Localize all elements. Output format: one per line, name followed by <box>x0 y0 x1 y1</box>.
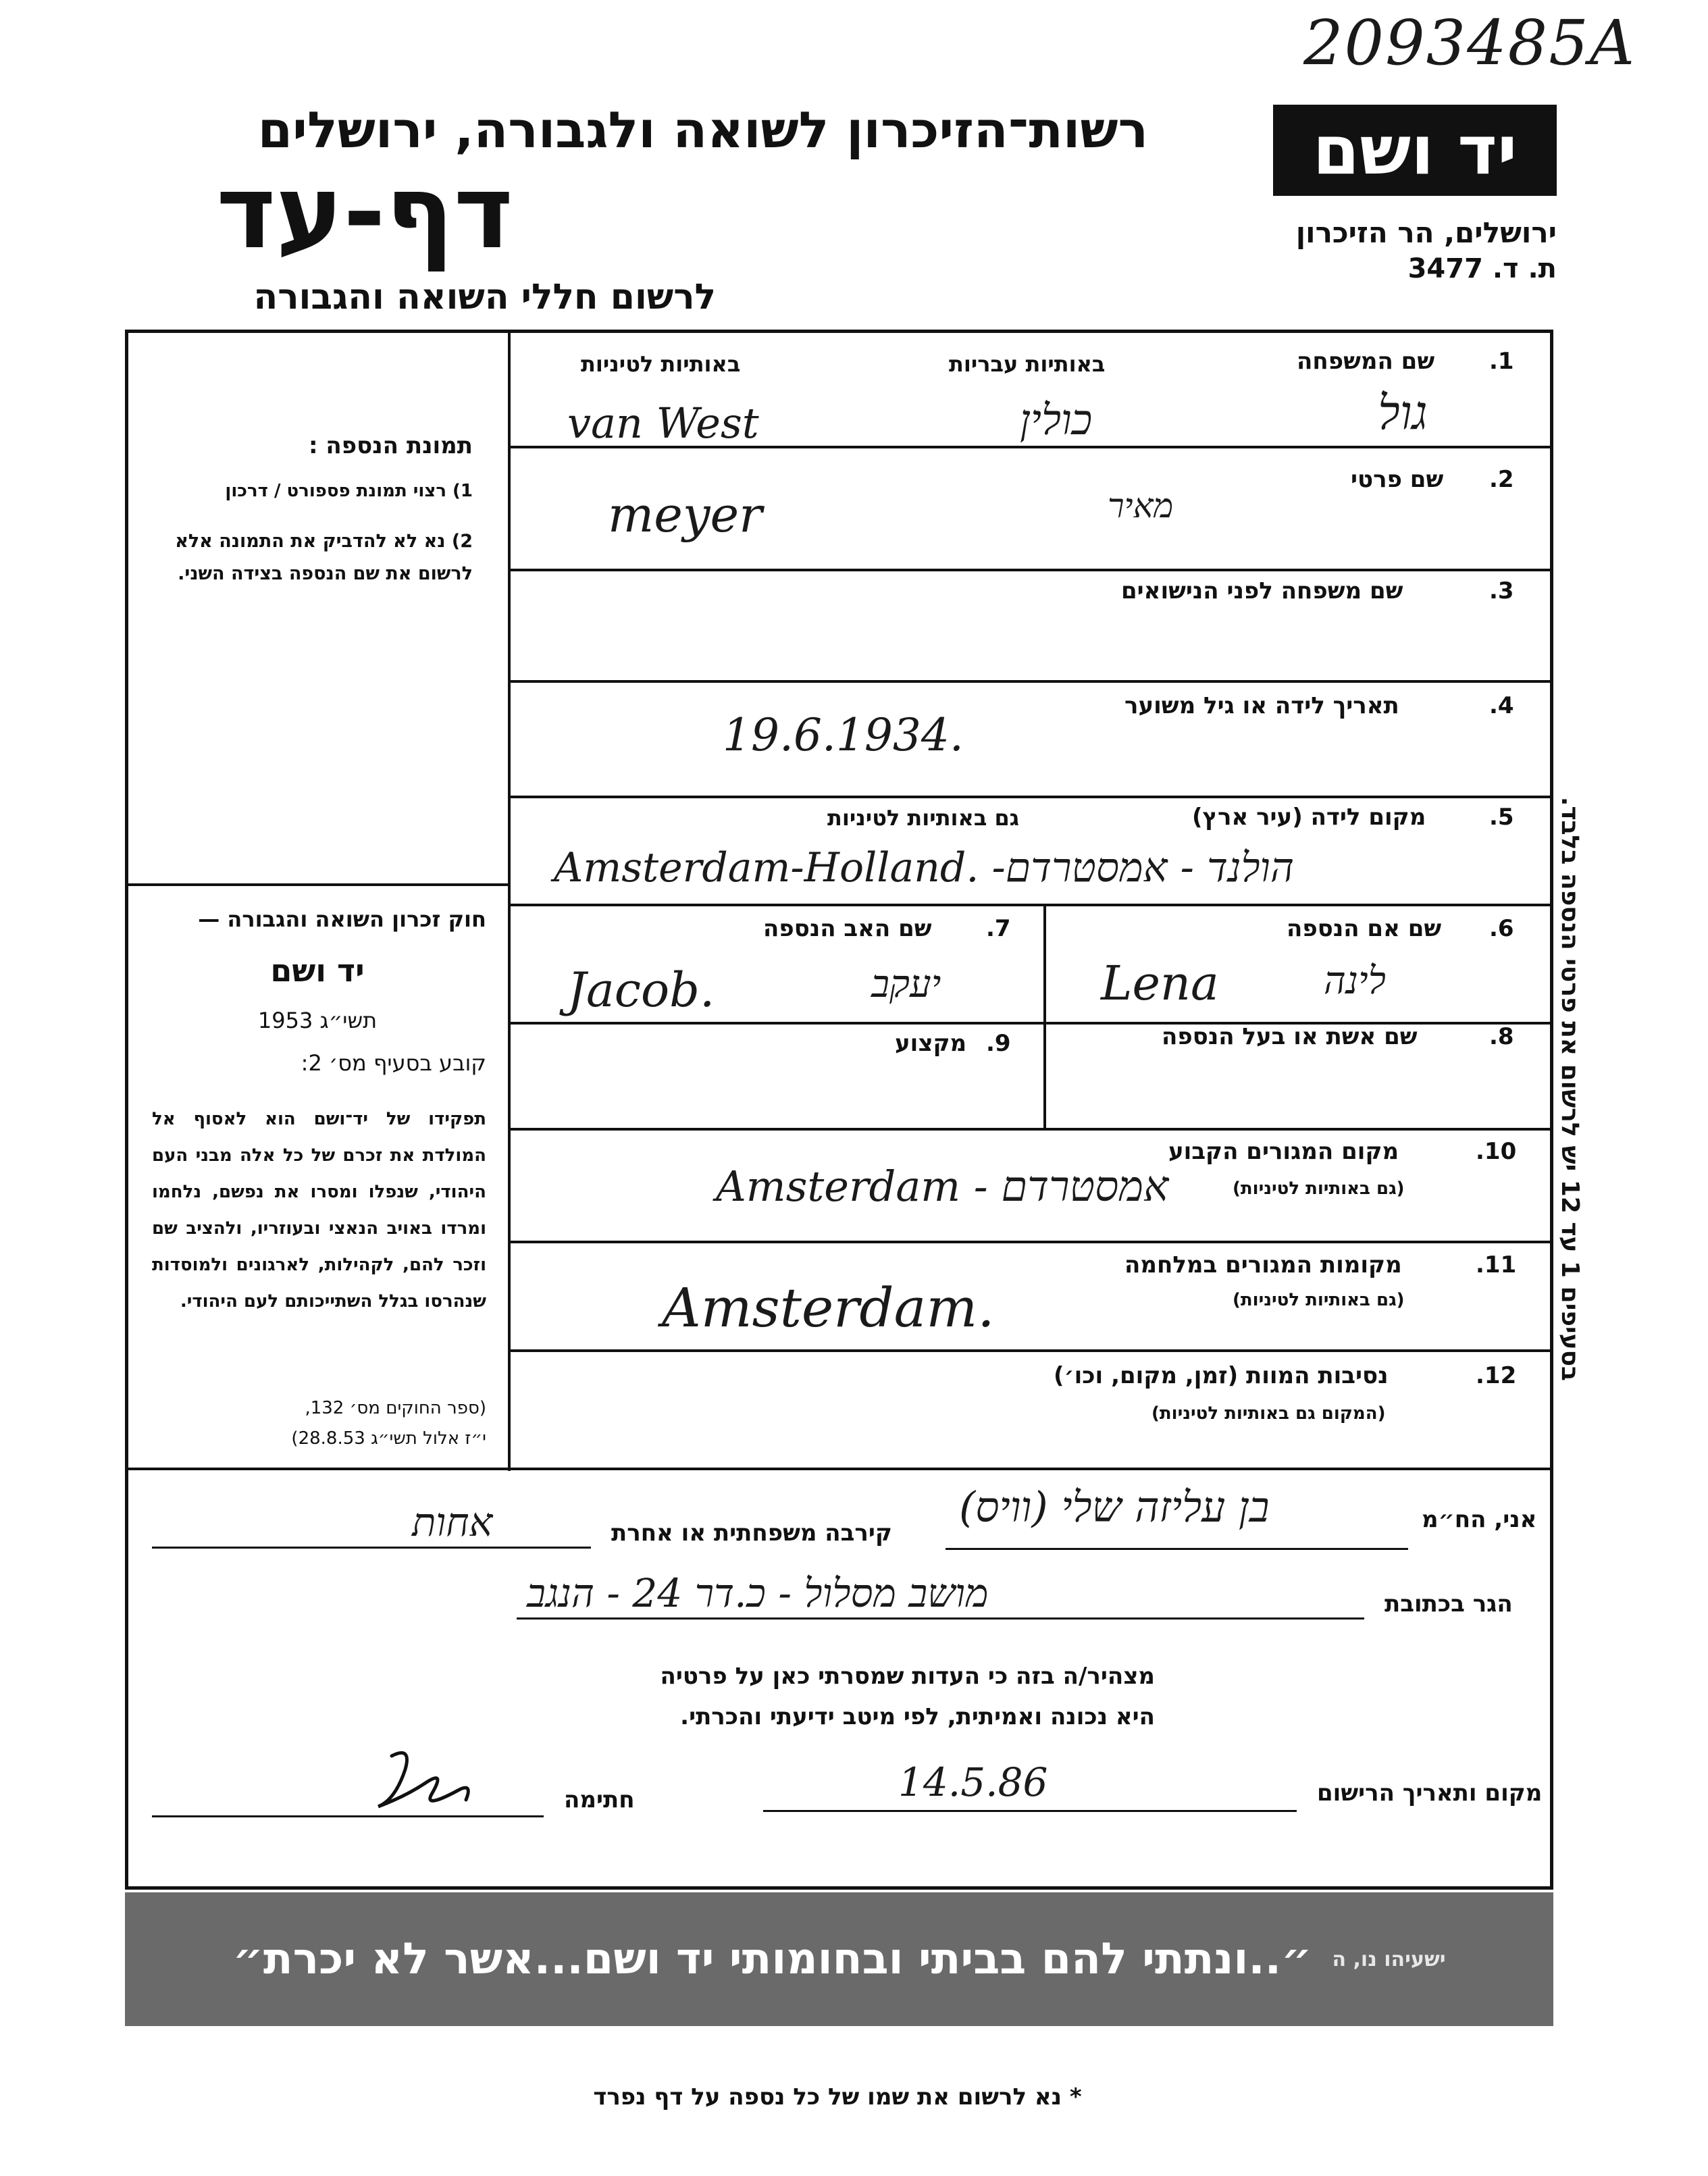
field-1-label: שם המשפחה <box>1297 348 1435 375</box>
law-title: חוק זכרון השואה והגבורה — <box>198 906 486 932</box>
field-7-number: 7. <box>986 915 1011 942</box>
footer-note: * נא לרשום את שמו של כל נספה על דף נפרד <box>593 2083 1082 2110</box>
banner-quote: ״..ונתתי להם בביתי ובחומותי יד ושם...אשר לא יכרת״ <box>232 1934 1312 1984</box>
side-note: בסעיפים 1 עד 12 יש לרשום את פרטי הנספה בלבד. <box>1556 796 1584 1381</box>
field-10-number: 10. <box>1476 1138 1517 1165</box>
po-box: ת. ד. 3477 <box>1407 253 1557 284</box>
field-3-label: שם משפחה לפני הנישואים <box>1121 577 1403 604</box>
logo-text: יד ושם <box>1312 110 1518 190</box>
field-8-number: 8. <box>1489 1023 1514 1050</box>
place-date-value[interactable]: 14.5.86 <box>898 1759 1048 1805</box>
field-2-number: 2. <box>1489 466 1514 493</box>
photo-heading: תמונת הנספה : <box>309 432 473 459</box>
place-date-label: מקום ותאריך הרישום <box>1317 1780 1543 1807</box>
page-subtitle: לרשום חללי השואה והגבורה <box>253 277 716 317</box>
declaration-relation-label: קירבה משפחתית או אחרת <box>611 1520 892 1547</box>
field-11-value[interactable]: Amsterdam. <box>662 1276 995 1339</box>
law-text: תפקידו של יד־ושם הוא לאסוף אל המולדת את זכרם של כל אלה מבני העם היהודי, שנפלו ומסרו את נפשם, נלחמו ומרדו באויב הנאצי ובעוזריו, ולהציב שם וזכר להם, לקהילות, לארגונים ולמוסדות שנהרסו בגלל השתייכותם לעם היהודי. <box>152 1109 486 1312</box>
field-6-number: 6. <box>1489 915 1514 942</box>
declaration-relation-value[interactable]: אחות <box>412 1499 493 1545</box>
field-1-value-extra[interactable]: גול <box>1378 385 1428 440</box>
authority-title: רשות־הזיכרון לשואה ולגבורה, ירושלים <box>257 101 1148 159</box>
field-2-label: שם פרטי <box>1351 466 1444 493</box>
law-ref: (ספר החוקים מס׳ 132, <box>305 1398 486 1418</box>
address-line: ירושלים, הר הזיכרון <box>1295 216 1557 249</box>
field-9-number: 9. <box>986 1030 1011 1057</box>
field-5-label: מקום לידה (עיר ארץ) <box>1192 804 1426 831</box>
field-3-number: 3. <box>1489 577 1514 604</box>
declaration-address-label: הגר בכתובת <box>1384 1590 1513 1617</box>
law-clause: קובע בסעיף מס׳ 2: <box>301 1050 486 1076</box>
field-4-number: 4. <box>1489 692 1514 719</box>
field-11-number: 11. <box>1476 1251 1517 1278</box>
declaration-i-value[interactable]: בן עליזה שלי (וויס) <box>959 1482 1270 1532</box>
field-4-label: תאריך לידה או גיל משוער <box>1124 692 1399 719</box>
field-10-note: (גם באותיות לטיניות) <box>1233 1178 1405 1199</box>
signature-label: חתימה <box>564 1786 635 1813</box>
quote-banner <box>125 1892 1553 2026</box>
field-1-latin-letters: באותיות לטיניות <box>581 351 741 377</box>
field-7-label: שם האב הנספה <box>763 915 932 942</box>
law-year: תשי״ג 1953 <box>257 1008 378 1033</box>
field-4-value[interactable]: 19.6.1934. <box>723 709 964 761</box>
law-date: י״ז אלול תשי״ג 28.8.53) <box>291 1428 486 1449</box>
field-5-also-latin: גם באותיות לטיניות <box>827 805 1020 831</box>
photo-note-2: 2) נא לא להדביק את התמונה אלא לרשום את שם הנספה בצידה השני. <box>175 531 473 584</box>
yad-vashem-logo <box>1273 105 1557 196</box>
field-11-note: (גם באותיות לטיניות) <box>1233 1290 1405 1310</box>
signature-mark <box>365 1742 486 1823</box>
field-12-label: נסיבות המוות (זמן, מקום, וכו׳) <box>1054 1362 1389 1389</box>
field-1-number: 1. <box>1489 348 1514 375</box>
field-2-value-hebrew[interactable]: מאיר <box>1108 486 1174 525</box>
photo-note-1: 1) רצוי תמונת פספורט / דרכון <box>225 481 473 501</box>
field-12-note: (המקום גם באותיות לטיניות) <box>1151 1403 1386 1424</box>
field-8-label: שם אשת או בעל הנספה <box>1162 1023 1418 1050</box>
law-name: יד ושם <box>270 952 365 989</box>
archive-number: 2093485A <box>1303 7 1636 79</box>
field-5-number: 5. <box>1489 804 1514 831</box>
field-11-label: מקומות המגורים במלחמה <box>1124 1251 1402 1278</box>
declaration-address-value[interactable]: מושב מסלול - כ.דר 24 - הנגב <box>527 1570 989 1616</box>
declaration-statement-2: היא נכונה ואמיתית, לפי מיטב ידיעתי והכרתי. <box>680 1703 1155 1730</box>
field-1-value-latin[interactable]: van West <box>567 398 759 448</box>
field-10-label: מקום המגורים הקבוע <box>1168 1138 1399 1165</box>
field-12-number: 12. <box>1476 1362 1517 1389</box>
declaration-i-label: אני, הח״מ <box>1422 1506 1537 1533</box>
field-6-value-latin[interactable]: Lena <box>1101 956 1219 1011</box>
page-title: דף-עד <box>216 154 513 271</box>
field-10-value[interactable]: Amsterdam - אמסטרדם <box>716 1162 1169 1211</box>
field-7-value-latin[interactable]: Jacob. <box>567 962 715 1018</box>
declaration-statement-1: מצהיר/ה בזה כי העדות שמסרתי כאן על פרטיה <box>660 1663 1155 1690</box>
field-9-label: מקצוע <box>895 1030 967 1057</box>
field-6-label: שם אם הנספה <box>1287 915 1442 942</box>
field-1-value-hebrew[interactable]: כולין <box>1020 395 1093 444</box>
field-6-value-hebrew[interactable]: לינה <box>1324 959 1386 1003</box>
field-1-hebrew-letters: באותיות עבריות <box>949 351 1106 377</box>
field-5-value[interactable]: Amsterdam-Holland. -הולנד - אמסטרדם <box>554 844 1295 891</box>
field-2-value-latin[interactable]: meyer <box>608 486 762 543</box>
field-7-value-hebrew[interactable]: יעקב <box>871 962 941 1006</box>
banner-source: ישעיהו נו, ה <box>1332 1947 1446 1971</box>
